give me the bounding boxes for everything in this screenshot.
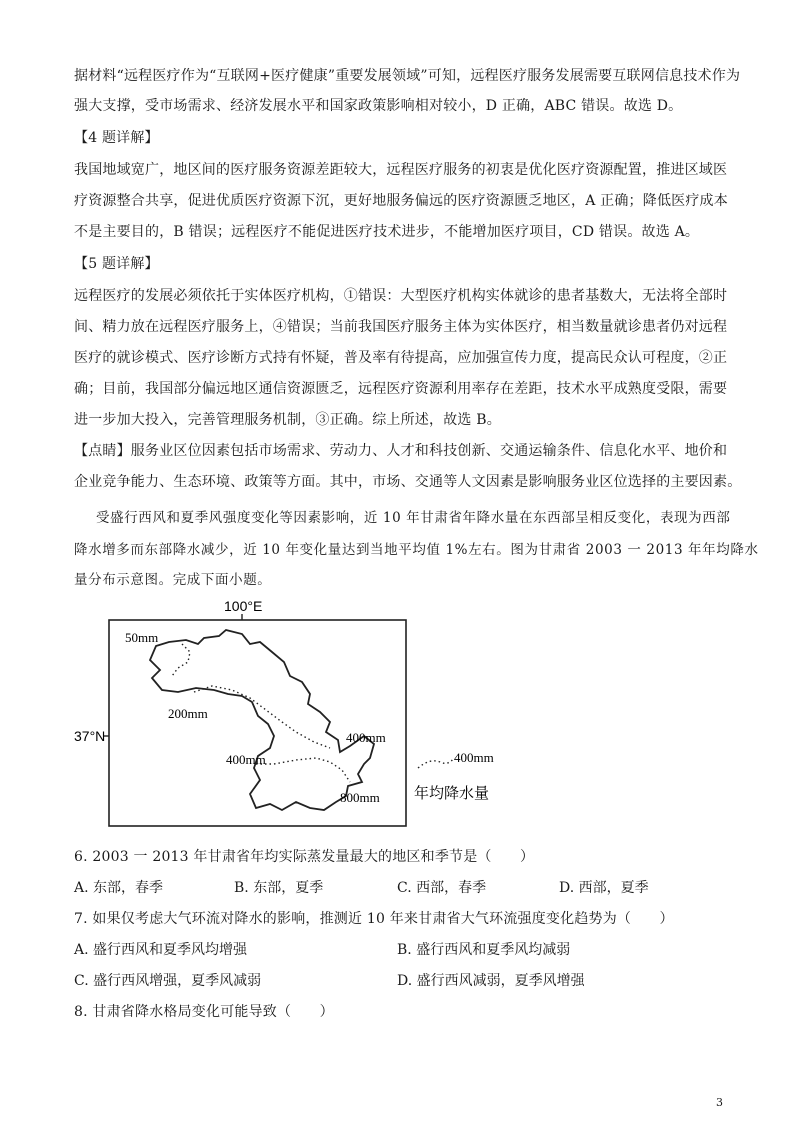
- q7-stem: 7. 如果仅考虑大气环流对降水的影响，推测近 10 年来甘肃省大气环流强度变化趋势为（ ）: [74, 911, 674, 927]
- q6-stem: 6. 2003 一 2013 年甘肃省年均实际蒸发量最大的地区和季节是（ ）: [74, 849, 535, 865]
- isohyet-400mm-east-label: 400mm: [346, 730, 386, 745]
- q4-line1: 我国地域宽广，地区间的医疗服务资源差距较大，远程医疗服务的初衷是优化医疗资源配置，推进区域医: [74, 162, 728, 178]
- intro-line2: 降水增多而东部降水减少，近 10 年变化量达到当地平均值 1%左右。图为甘肃省 2003 一 2013 年年均降水: [74, 542, 759, 558]
- legend-isohyet-symbol: [418, 758, 454, 768]
- q5-line2: 间、精力放在远程医疗服务上，④错误；当前我国医疗服务主体为实体医疗，相当数量就诊患者仍对远程: [74, 319, 728, 335]
- latitude-label: 37°N: [74, 728, 106, 744]
- q5-line3: 医疗的就诊模式、医疗诊断方式持有怀疑，普及率有待提高，应加强宣传力度，提高民众认可程度，②正: [74, 350, 728, 366]
- q5-line5: 进一步加大投入，完善管理服务机制，③正确。综上所述，故选 B。: [74, 412, 501, 428]
- legend-value: 400mm: [454, 750, 494, 765]
- gansu-precipitation-map: [74, 598, 554, 838]
- q4-line2: 疗资源整合共享，促进优质医疗资源下沉，更好地服务偏远的医疗资源匮乏地区，A 正确；降低医疗成本: [74, 193, 728, 209]
- q6-option-c[interactable]: C. 西部，春季: [397, 880, 487, 896]
- legend-label: 年均降水量: [414, 784, 490, 802]
- q7-option-c[interactable]: C. 盛行西风增强，夏季风减弱: [74, 973, 262, 989]
- q4-line3: 不是主要目的，B 错误；远程医疗不能促进医疗技术进步，不能增加医疗项目，CD 错误。故选 A。: [74, 224, 700, 240]
- q4-heading: 【4 题详解】: [74, 130, 159, 146]
- isohyet-400mm-south-label: 400mm: [226, 752, 266, 767]
- intro-line1: 受盛行西风和夏季风强度变化等因素影响，近 10 年甘肃省年降水量在东西部呈相反变化，表现为西部: [96, 510, 731, 526]
- q5-line4: 确；目前，我国部分偏远地区通信资源匮乏，远程医疗资源利用率存在差距，技术水平成熟度受限，需要: [74, 381, 728, 397]
- q6-option-d[interactable]: D. 西部，夏季: [559, 880, 649, 896]
- intro-line3: 量分布示意图。完成下面小题。: [74, 572, 272, 588]
- q7-option-d[interactable]: D. 盛行西风减弱，夏季风增强: [397, 973, 585, 989]
- isohyet-50mm-label: 50mm: [125, 630, 159, 645]
- dianjing-line1: 【点睛】服务业区位因素包括市场需求、劳动力、人才和科技创新、交通运输条件、信息化水平、地价和: [74, 443, 728, 459]
- isohyet-50mm: [172, 644, 190, 676]
- para1-line2: 强大支撑，受市场需求、经济发展水平和国家政策影响相对较小，D 正确，ABC 错误。故选 D。: [74, 98, 683, 114]
- isohyet-400mm: [256, 758, 350, 782]
- dianjing-line2: 企业竞争能力、生态环境、政策等方面。其中，市场、交通等人文因素是影响服务业区位选择的主要因素。: [74, 474, 742, 490]
- q5-heading: 【5 题详解】: [74, 256, 159, 272]
- page-number: 3: [716, 1096, 723, 1109]
- q8-stem: 8. 甘肃省降水格局变化可能导致（ ）: [74, 1004, 334, 1020]
- q5-line1: 远程医疗的发展必须依托于实体医疗机构，①错误：大型医疗机构实体就诊的患者基数大，无法将全部时: [74, 288, 728, 304]
- q7-option-a[interactable]: A. 盛行西风和夏季风均增强: [74, 942, 248, 958]
- q7-option-b[interactable]: B. 盛行西风和夏季风均减弱: [397, 942, 571, 958]
- q6-option-b[interactable]: B. 东部，夏季: [234, 880, 324, 896]
- q6-option-a[interactable]: A. 东部，春季: [74, 880, 164, 896]
- isohyet-800mm-label: 800mm: [340, 790, 380, 805]
- longitude-label: 100°E: [224, 598, 263, 614]
- isohyet-200mm-label: 200mm: [168, 706, 208, 721]
- para1-line1: 据材料“远程医疗作为“互联网+医疗健康”重要发展领域”可知，远程医疗服务发展需要互联网信息技术作为: [74, 68, 741, 84]
